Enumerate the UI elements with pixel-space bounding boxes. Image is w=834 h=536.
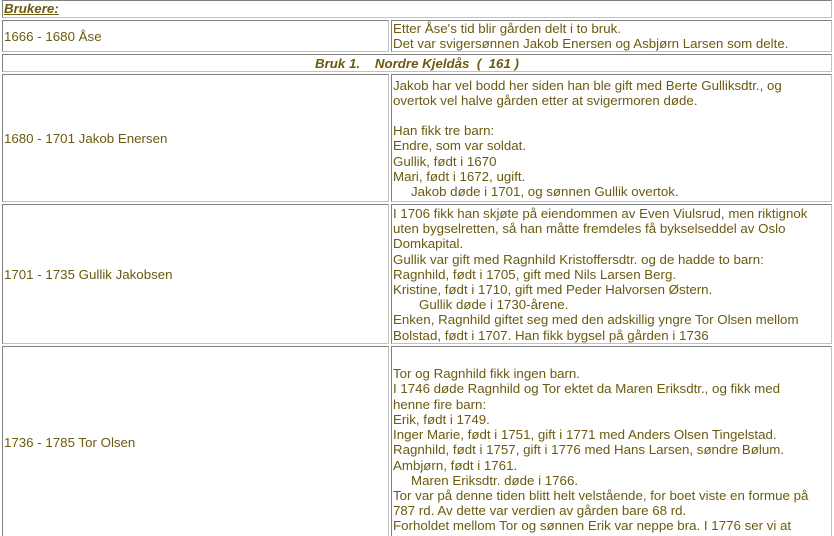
bruk-heading-text: Bruk 1. Nordre Kjeldås ( 161 )	[315, 55, 519, 71]
description-line: Inger Marie, født i 1751, gift i 1771 med Anders Olsen Tingelstad.	[393, 427, 777, 443]
owner-cell: 1680 - 1701 Jakob Enersen	[2, 74, 389, 202]
description-line: Tor og Ragnhild fikk ingen barn.	[393, 366, 581, 382]
description-line: Gullik var gift med Ragnhild Kristoffersdtr. og de hadde to barn:	[393, 251, 764, 267]
description-line: Enken, Ragnhild giftet seg med den adskillig yngre Tor Olsen mellom	[393, 312, 799, 328]
description-line: Erik, født i 1749.	[393, 411, 490, 427]
description-line: Det var svigersønnen Jakob Enersen og Asbjørn Larsen som delte.	[393, 36, 789, 52]
description-line: Jakob har vel bodd her siden han ble gift med Berte Gulliksdtr., og	[393, 77, 782, 93]
description-line: overtok vel halve gården etter at svigermoren døde.	[393, 92, 698, 108]
table-row	[2, 204, 832, 344]
description-line: Bolstad, født i 1707. Han fikk bygsel på gården i 1736	[393, 327, 709, 343]
description-line: Mari, født i 1672, ugift.	[393, 168, 526, 184]
description-line: I 1706 fikk han skjøte på eiendommen av Even Viulsrud, men riktignok	[393, 205, 808, 221]
description-line: Jakob døde i 1701, og sønnen Gullik overtok.	[411, 183, 679, 199]
description-line: uten bygselretten, så han måtte fremdeles få bykselseddel av Oslo	[393, 221, 786, 237]
owner-cell: 1736 - 1785 Tor Olsen	[2, 346, 389, 536]
description-line: henne fire barn:	[393, 396, 487, 412]
description-line: Kristine, født i 1710, gift med Peder Halvorsen Østern.	[393, 282, 713, 297]
description-line: Han fikk tre barn:	[393, 123, 495, 139]
description-line: Ragnhild, født i 1757, gift i 1776 med Hans Larsen, søndre Bølum.	[393, 442, 784, 458]
bruk-heading	[2, 54, 832, 72]
description-line: Maren Eriksdtr. døde i 1766.	[411, 472, 579, 488]
header-row	[2, 0, 832, 18]
section-title: Brukere:	[2, 0, 832, 18]
description-line: Ambjørn, født i 1761.	[393, 457, 518, 473]
description-line: Tor var på denne tiden blitt helt velstående, for boet viste en formue på	[393, 487, 809, 503]
description-line: Domkapital.	[393, 236, 464, 252]
description-cell	[391, 74, 832, 202]
description-cell	[391, 20, 832, 52]
description-line	[393, 108, 830, 123]
description-line: Ragnhild, født i 1705, gift med Nils Larsen Berg.	[393, 266, 677, 282]
description-line: 787 rd. Av dette var verdien av gården bare 68 rd.	[393, 503, 687, 519]
bruk-heading-row	[2, 54, 832, 72]
description-line: Etter Åse's tid blir gården delt i to bruk.	[393, 21, 621, 36]
description-line: Gullik, født i 1670	[393, 153, 497, 169]
owner-cell: 1666 - 1680 Åse	[2, 20, 389, 52]
description-line: Forholdet mellom Tor og sønnen Erik var neppe bra. I 1776 ser vi at	[393, 518, 792, 534]
description-line: Endre, som var soldat.	[393, 138, 527, 154]
table-row	[2, 74, 832, 202]
description-line	[393, 351, 830, 366]
owner-cell: 1701 - 1735 Gullik Jakobsen	[2, 204, 389, 344]
description-cell	[391, 204, 832, 344]
description-line: Gullik døde i 1730-årene.	[419, 297, 569, 313]
table-row	[2, 346, 832, 536]
description-cell	[391, 346, 832, 536]
description-line: I 1746 døde Ragnhild og Tor ektet da Maren Eriksdtr., og fikk med	[393, 381, 781, 397]
intro-row	[2, 20, 832, 52]
